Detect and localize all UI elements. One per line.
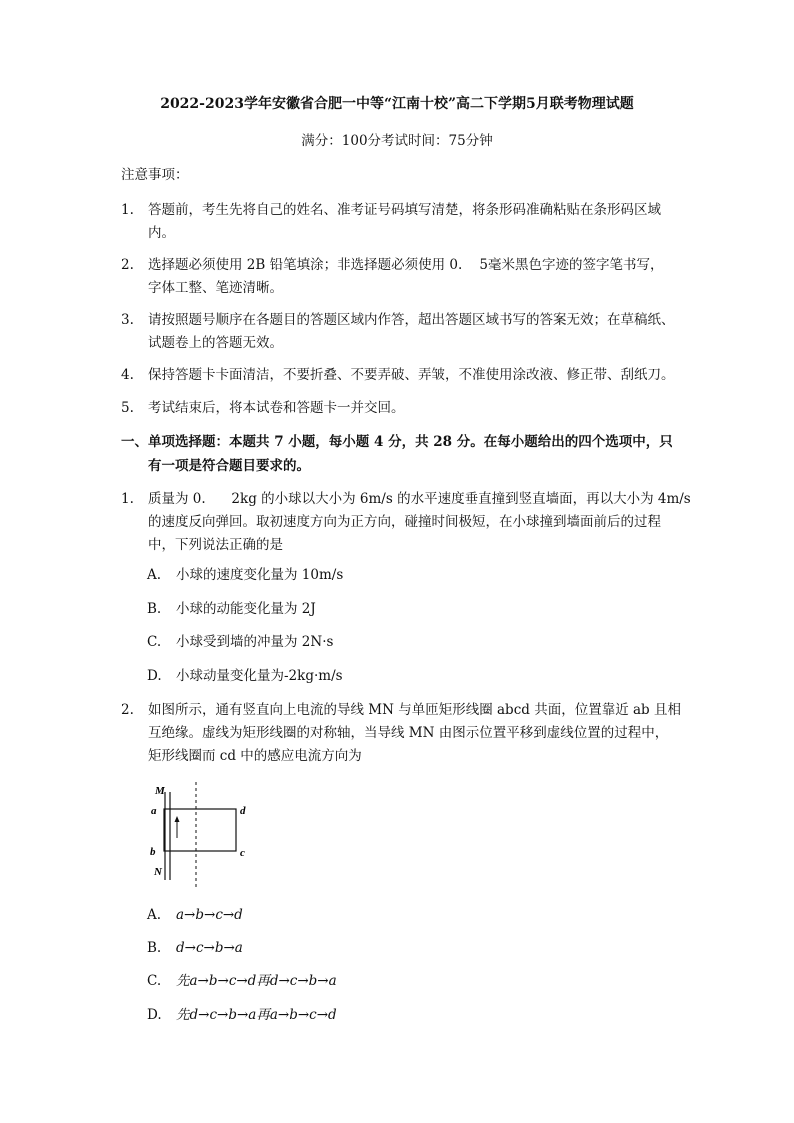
option-text: 小球的动能变化量为 2J [176,601,316,617]
note-text: 保持答题卡卡面清洁，不要折叠、不要弄破、弄皱，不准使用涂改液、修正带、刮纸刀。 [148,367,675,383]
option-text: 小球受到墙的冲量为 2N·s [176,634,334,650]
note-number: 3. [121,312,134,328]
label-a: a [151,805,157,817]
option-text: 先d→c→b→a再a→b→c→d [176,1007,337,1023]
section-heading [121,430,681,478]
label-c: c [240,847,245,859]
option-text: d→c→b→a [176,940,243,956]
question-number: 2. [121,702,134,718]
option-text: a→b→c→d [176,907,243,923]
note-number: 1. [121,202,134,218]
option-text: 小球动量变化量为-2kg·m/s [176,668,343,684]
label-m: M [155,785,165,797]
section-heading-line1: 一、单项选择题：本题共 7 小题，每小题 4 分，共 28 分。在每小题给出的四个选项中，只 [121,434,673,450]
question-text-cont: 互绝缘。虚线为矩形线圈的对称轴，当导线 MN 由图示位置平移到虚线位置的过程中， [148,725,669,741]
option-text: 小球的速度变化量为 10m/s [176,567,344,583]
rectangular-coil [164,809,236,851]
current-arrow-icon [175,816,180,822]
wire-coil-diagram [145,780,265,890]
question-text-cont: 矩形线圈而 cd 中的感应电流方向为 [148,748,362,764]
option-text: 先a→b→c→d再d→c→b→a [176,973,337,989]
option-letter: A. [147,567,162,583]
option-letter: D. [147,1007,162,1023]
option-letter: C. [147,634,162,650]
question-text-cont: 的速度反向弹回。取初速度方向为正方向，碰撞时间极短，在小球撞到墙面前后的过程 [148,514,661,530]
option-letter: B. [147,601,162,617]
label-b: b [150,846,156,858]
note-number: 5. [121,400,134,416]
note-number: 4. [121,367,134,383]
note-text: 请按照题号顺序在各题目的答题区域内作答，超出答题区域书写的答案无效；在草稿纸、 [148,312,675,328]
note-text-cont: 字体工整、笔迹清晰。 [148,280,283,296]
option-letter: C. [147,973,162,989]
question-text: 质量为 0. 2kg 的小球以大小为 6m/s 的水平速度垂直撞到竖直墙面，再以大小为 4m/s [148,491,691,507]
note-text: 考试结束后，将本试卷和答题卡一并交回。 [148,400,405,416]
note-text-cont: 试题卷上的答题无效。 [148,335,283,351]
exam-title: 2022-2023学年安徽省合肥一中等“江南十校”高二下学期5月联考物理试题 [160,96,634,112]
label-n: N [154,866,162,878]
label-d: d [240,805,246,817]
question-number: 1. [121,491,134,507]
option-letter: D. [147,668,162,684]
note-number: 2. [121,257,134,273]
question-text: 如图所示，通有竖直向上电流的导线 MN 与单匝矩形线圈 abcd 共面，位置靠近 ab 且相 [148,702,681,718]
option-letter: B. [147,940,162,956]
notes-heading: 注意事项： [121,167,189,183]
note-text-cont: 内。 [148,225,175,241]
question-text-cont: 中，下列说法正确的是 [148,537,283,553]
exam-subtitle: 满分：100分考试时间：75分钟 [301,133,493,149]
note-text: 选择题必须使用 2B 铅笔填涂；非选择题必须使用 0. 5毫米黑色字迹的签字笔书写， [148,257,664,273]
option-letter: A. [147,907,162,923]
note-text: 答题前，考生先将自己的姓名、准考证号码填写清楚，将条形码准确粘贴在条形码区域 [148,202,661,218]
section-heading-line2: 有一项是符合题目要求的。 [148,458,310,474]
